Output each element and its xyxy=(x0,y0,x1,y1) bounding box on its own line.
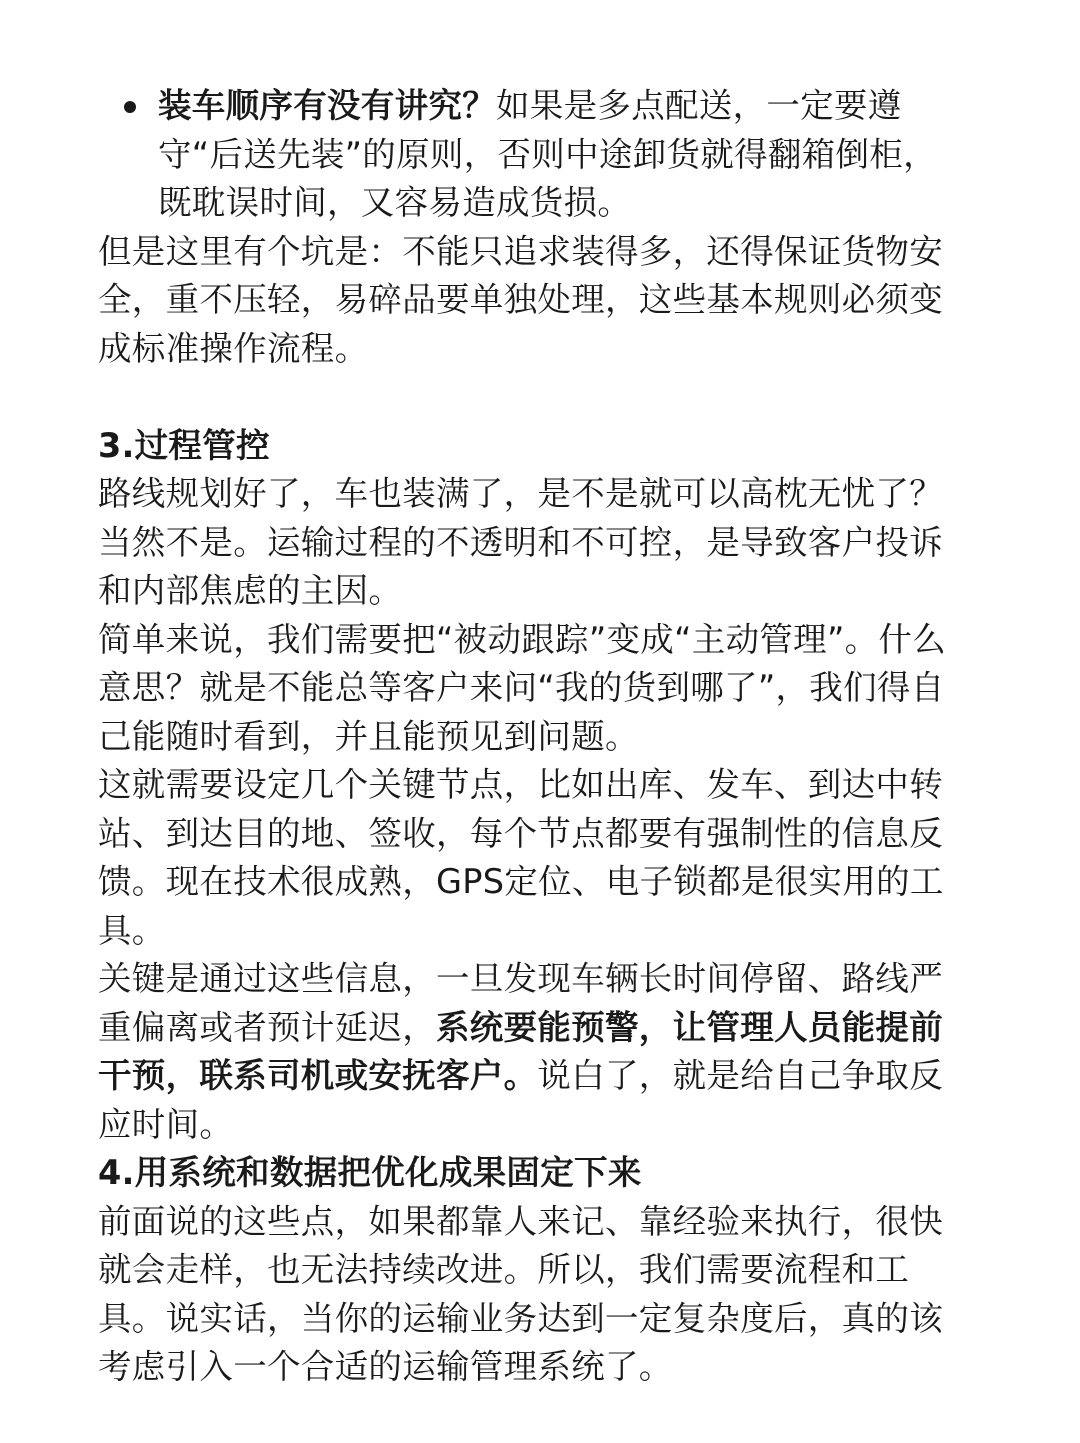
section-heading-3: 3.过程管控 xyxy=(98,425,270,465)
paragraph xyxy=(98,955,962,1149)
paragraph-emphasis: 系统要能预警，让管理人员能提前干预，联系司机或安抚客户。 xyxy=(98,1007,943,1095)
paragraph: 这就需要设定几个关键节点，比如出库、发车、到达中转站、到达目的地、签收，每个节点都要有强制性的信息反馈。现在技术很成熟，GPS定位、电子锁都是很实用的工具。 xyxy=(98,765,944,950)
paragraph: 路线规划好了，车也装满了，是不是就可以高枕无忧了？当然不是。运输过程的不透明和不可控，是导致客户投诉和内部焦虑的主因。 xyxy=(98,474,943,610)
list-item xyxy=(98,82,962,228)
bullet-text: 如果是多点配送，一定要遵守“后送先装”的原则，否则中途卸货就得翻箱倒柜，既耽误时间，又容易造成货损。 xyxy=(158,86,937,222)
paragraph-text: 说白了，就是给自己争取反应时间。 xyxy=(98,1056,944,1144)
bullet-question: 装车顺序有没有讲究？ xyxy=(158,86,496,125)
paragraph-pitfall: 但是这里有个坑是：不能只追求装得多，还得保证货物安全，重不压轻，易碎品要单独处理，这些基本规则必须变成标准操作流程。 xyxy=(98,231,943,368)
spacer xyxy=(98,373,962,422)
bullet-dot-icon xyxy=(124,101,136,113)
paragraph: 前面说的这些点，如果都靠人来记、靠经验来执行，很快就会走样，也无法持续改进。所以，我们需要流程和工具。说实话，当你的运输业务达到一定复杂度后，真的该考虑引入一个合适的运输管理系统了。 xyxy=(98,1201,943,1386)
paragraph-text: 关键是通过这些信息，一旦发现车辆长时间停留、路线严重偏离或者预计延迟， xyxy=(98,959,943,1047)
paragraph: 简单来说，我们需要把“被动跟踪”变成“主动管理”。什么意思？就是不能总等客户来问“我的货到哪了”，我们得自己能随时看到，并且能预见到问题。 xyxy=(98,619,947,756)
section-heading-4: 4.用系统和数据把优化成果固定下来 xyxy=(98,1153,642,1192)
